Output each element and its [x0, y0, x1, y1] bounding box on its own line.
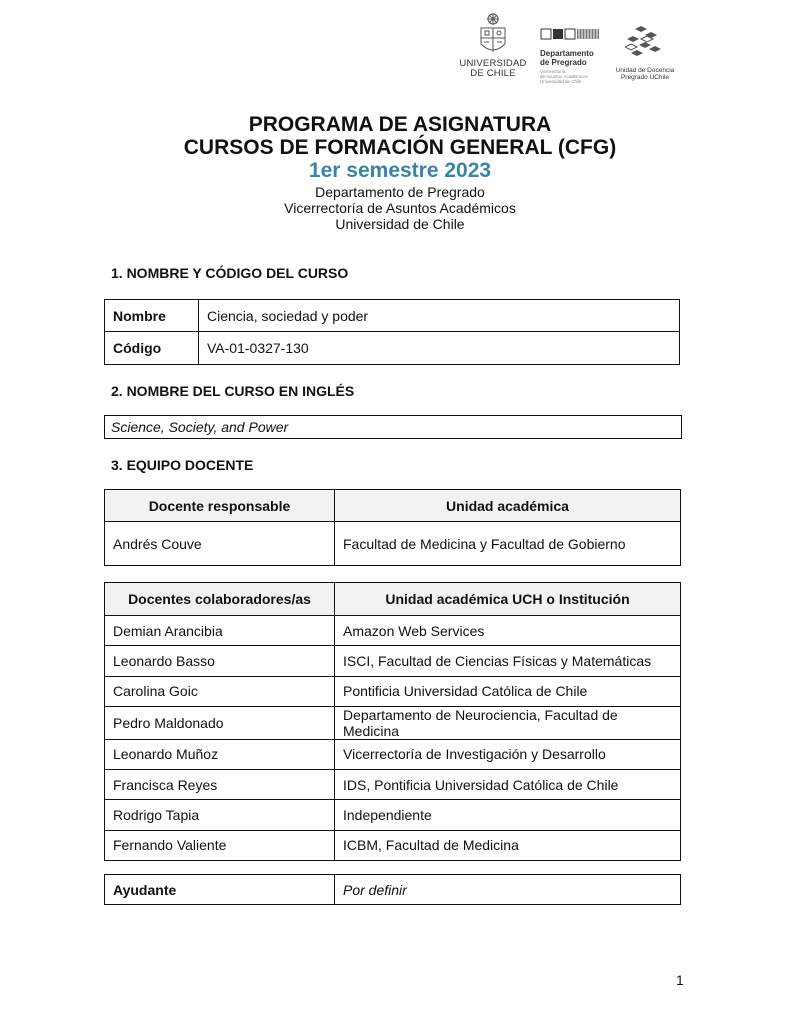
collaborator-name: Francisca Reyes	[105, 770, 335, 800]
table-row	[105, 706, 681, 739]
collaborators-unit-header: Unidad académica UCH o Institución	[335, 583, 681, 616]
table-row	[105, 739, 681, 769]
table-row	[105, 800, 681, 830]
dept-logo-sub1: Vicerrectoría	[540, 69, 566, 74]
unit-header: Unidad académica	[335, 490, 681, 522]
section3-heading: 3. EQUIPO DOCENTE	[111, 457, 254, 473]
uch-logo-text	[455, 59, 531, 79]
responsible-name: Andrés Couve	[105, 522, 335, 566]
section2-heading: 2. NOMBRE DEL CURSO EN INGLÉS	[111, 383, 355, 399]
table-row	[105, 830, 681, 860]
universidad-de-chile-logo	[455, 12, 531, 79]
unidad-docencia-logo	[612, 24, 678, 81]
uch-logo-line2: DE CHILE	[470, 68, 516, 79]
document-title: PROGRAMA DE ASIGNATURA	[248, 113, 552, 136]
responsible-unit: Facultad de Medicina y Facultad de Gobierno	[335, 522, 681, 566]
university-seal-icon	[475, 12, 511, 58]
collaborator-unit: Independiente	[335, 800, 681, 830]
course-code-value: VA-01-0327-130	[199, 332, 680, 365]
section1-heading: 1. NOMBRE Y CÓDIGO DEL CURSO	[111, 265, 349, 281]
collaborator-name: Pedro Maldonado	[105, 706, 335, 739]
collaborators-table	[104, 582, 681, 861]
vicerrectoria-label: Vicerrectoría de Asuntos Académicos	[284, 200, 516, 216]
collaborators-header: Docentes colaboradores/as	[105, 583, 335, 616]
collaborator-name: Leonardo Muñoz	[105, 739, 335, 769]
course-name-code-table	[104, 299, 680, 365]
collaborator-name: Leonardo Basso	[105, 646, 335, 676]
name-label: Nombre	[105, 300, 199, 332]
cube-cluster-icon	[625, 24, 665, 60]
responsible-row	[105, 522, 681, 566]
semester-label: 1er semestre 2023	[308, 159, 492, 182]
table-row	[105, 646, 681, 676]
course-name-row	[105, 300, 680, 332]
dept-logo-line2: de Pregrado	[540, 58, 587, 67]
dept-logo-line1: Departamento	[540, 49, 594, 58]
collaborator-name: Carolina Goic	[105, 676, 335, 706]
ud-logo-line1: Unidad de Docencia	[615, 67, 675, 74]
assistant-label: Ayudante	[105, 875, 335, 905]
responsible-teacher-table	[104, 489, 681, 566]
english-name-table	[104, 415, 682, 439]
table-row	[105, 770, 681, 800]
collaborator-unit: IDS, Pontificia Universidad Católica de Chile	[335, 770, 681, 800]
page-number: 1	[676, 972, 684, 988]
code-label: Código	[105, 332, 199, 365]
assistant-value: Por definir	[335, 875, 681, 905]
dept-logo-sub3: Universidad de Chile	[540, 79, 582, 84]
collaborator-unit: ISCI, Facultad de Ciencias Físicas y Matemáticas	[335, 646, 681, 676]
document-subtitle: CURSOS DE FORMACIÓN GENERAL (CFG)	[183, 136, 617, 159]
course-name-value: Ciencia, sociedad y poder	[199, 300, 680, 332]
assistant-table	[104, 874, 681, 905]
uch-logo-line1: UNIVERSIDAD	[459, 58, 527, 69]
pregrado-blocks-icon	[540, 28, 602, 42]
collaborator-unit: ICBM, Facultad de Medicina	[335, 830, 681, 860]
departamento-pregrado-logo	[540, 28, 604, 84]
collaborator-name: Fernando Valiente	[105, 830, 335, 860]
collaborator-unit: Pontificia Universidad Católica de Chile	[335, 676, 681, 706]
collaborator-unit: Amazon Web Services	[335, 616, 681, 646]
ud-logo-line2: Pregrado UChile	[620, 74, 670, 81]
dept-logo-sub2: de Asuntos Académicos	[540, 74, 588, 79]
english-name-value: Science, Society, and Power	[105, 416, 682, 439]
collaborator-name: Demian Arancibia	[105, 616, 335, 646]
collaborator-unit: Departamento de Neurociencia, Facultad de Medicina	[335, 706, 681, 739]
collaborator-unit: Vicerrectoría de Investigación y Desarrollo	[335, 739, 681, 769]
responsible-header: Docente responsable	[105, 490, 335, 522]
department-label: Departamento de Pregrado	[315, 184, 485, 200]
collaborator-name: Rodrigo Tapia	[105, 800, 335, 830]
university-label: Universidad de Chile	[335, 216, 465, 232]
table-row	[105, 616, 681, 646]
table-row	[105, 676, 681, 706]
course-code-row	[105, 332, 680, 365]
